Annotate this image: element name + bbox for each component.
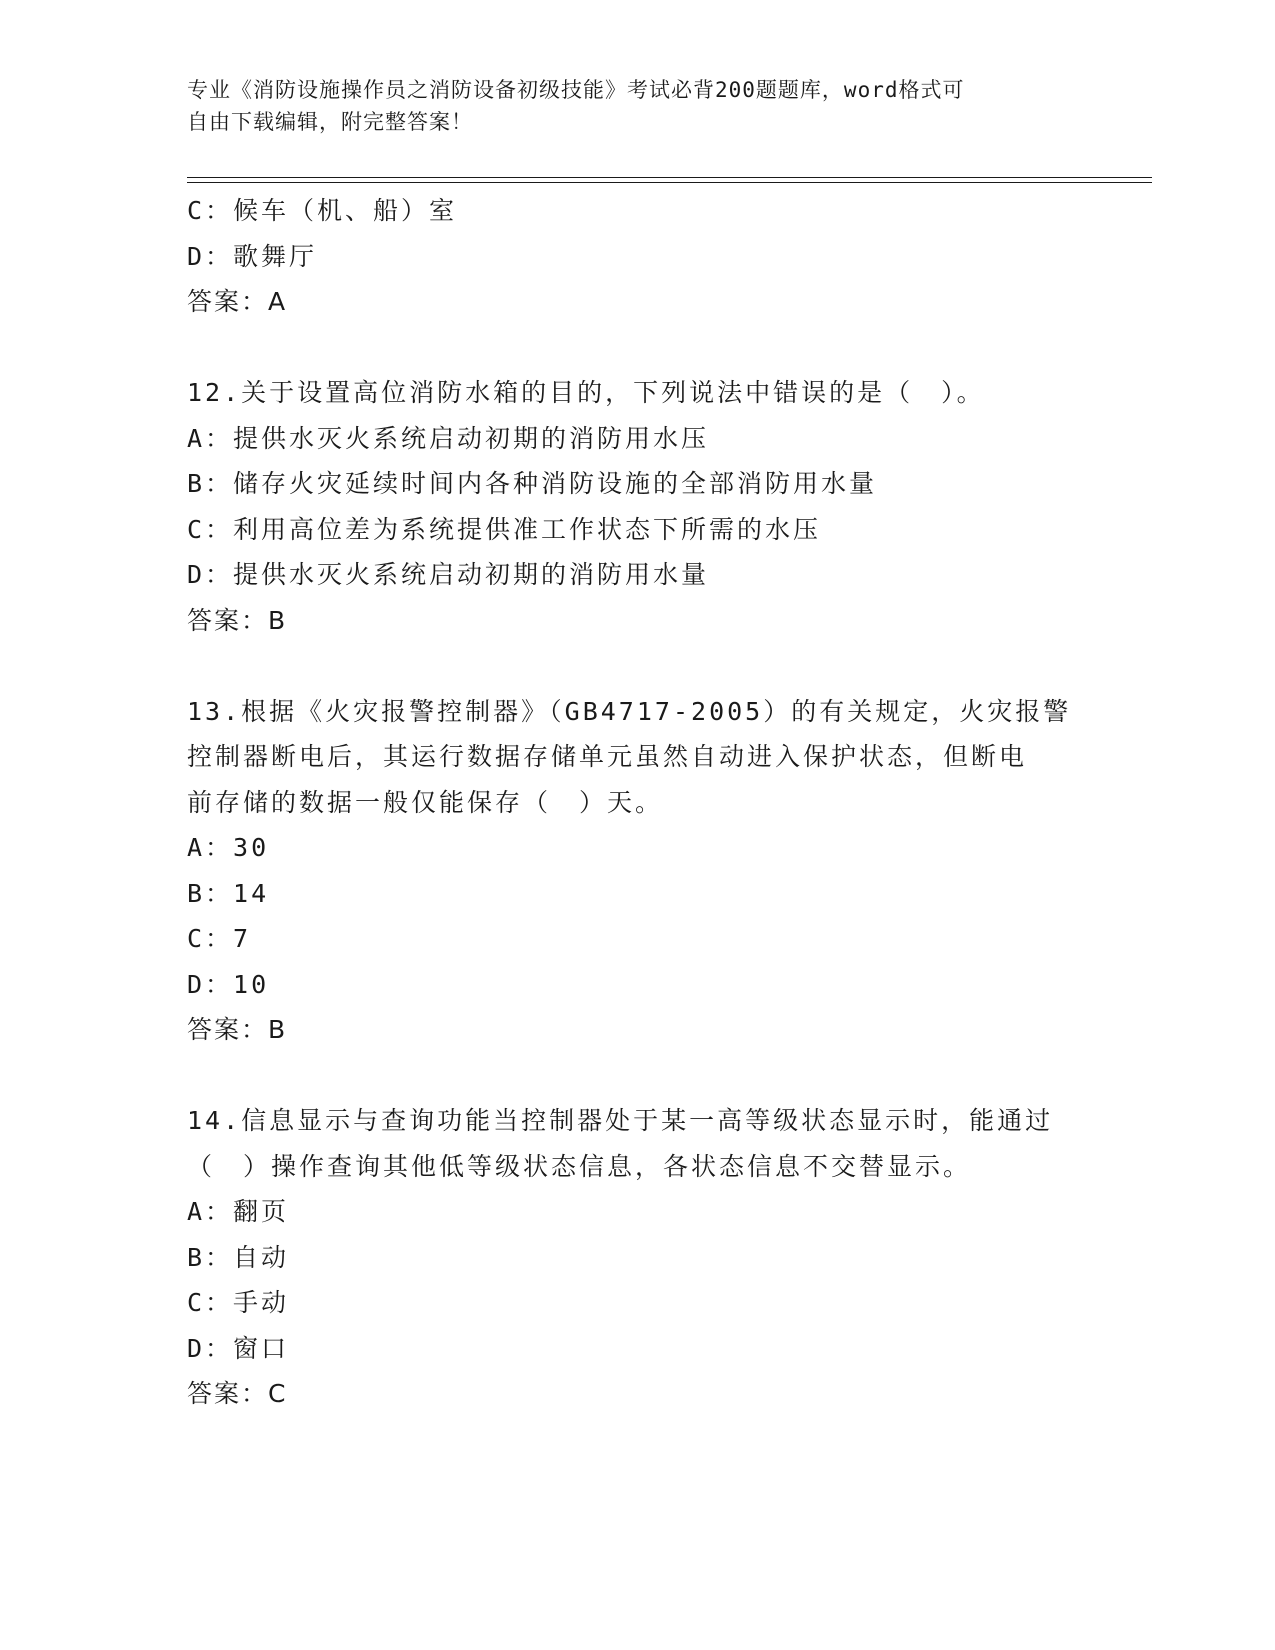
answer-line: 答案：A (187, 287, 288, 316)
header-line-1: 专业《消防设施操作员之消防设备初级技能》考试必背200题题库，word格式可 (187, 78, 965, 102)
question-12 (187, 370, 1087, 643)
option-a: A：30 (187, 833, 270, 862)
header-rule-bottom (187, 182, 1152, 183)
question-content (187, 188, 1087, 1417)
question-stem: （ ）操作查询其他低等级状态信息，各状态信息不交替显示。 (187, 1151, 972, 1181)
option-b: B：储存火灾延续时间内各种消防设施的全部消防用水量 (187, 469, 878, 498)
question-stem: 12.关于设置高位消防水箱的目的，下列说法中错误的是（ ）。 (187, 378, 985, 407)
option-d: D：歌舞厅 (187, 241, 318, 271)
option-c: C：7 (187, 924, 252, 953)
answer-line: 答案：B (187, 605, 288, 635)
header-rule-top (187, 177, 1152, 178)
option-d: D：10 (187, 969, 270, 999)
header-line-2: 自由下载编辑，附完整答案！ (187, 110, 473, 134)
answer-line: 答案：B (187, 1015, 288, 1044)
option-a: A：翻页 (187, 1197, 290, 1226)
spacer (187, 643, 1087, 689)
answer-line: 答案：C (187, 1379, 288, 1408)
prev-question (187, 188, 1087, 325)
option-c: C：手动 (187, 1288, 290, 1317)
question-stem: 14.信息显示与查询功能当控制器处于某一高等级状态显示时，能通过 (187, 1106, 1054, 1135)
question-stem: 控制器断电后，其运行数据存储单元虽然自动进入保护状态，但断电 (187, 742, 1028, 771)
spacer (187, 1053, 1087, 1099)
question-13 (187, 689, 1087, 1053)
option-c: C：利用高位差为系统提供准工作状态下所需的水压 (187, 514, 822, 544)
option-b: B：14 (187, 878, 270, 908)
option-d: D：窗口 (187, 1333, 290, 1363)
question-stem: 前存储的数据一般仅能保存（ ）天。 (187, 787, 664, 817)
option-a: A：提供水灭火系统启动初期的消防用水压 (187, 423, 710, 453)
question-14 (187, 1098, 1087, 1417)
option-c: C：候车（机、船）室 (187, 196, 458, 225)
option-d: D：提供水灭火系统启动初期的消防用水量 (187, 560, 710, 589)
spacer (187, 325, 1087, 371)
option-b: B：自动 (187, 1242, 290, 1272)
question-stem: 13.根据《火灾报警控制器》（GB4717-2005）的有关规定，火灾报警 (187, 696, 1072, 726)
document-header (187, 74, 1067, 138)
